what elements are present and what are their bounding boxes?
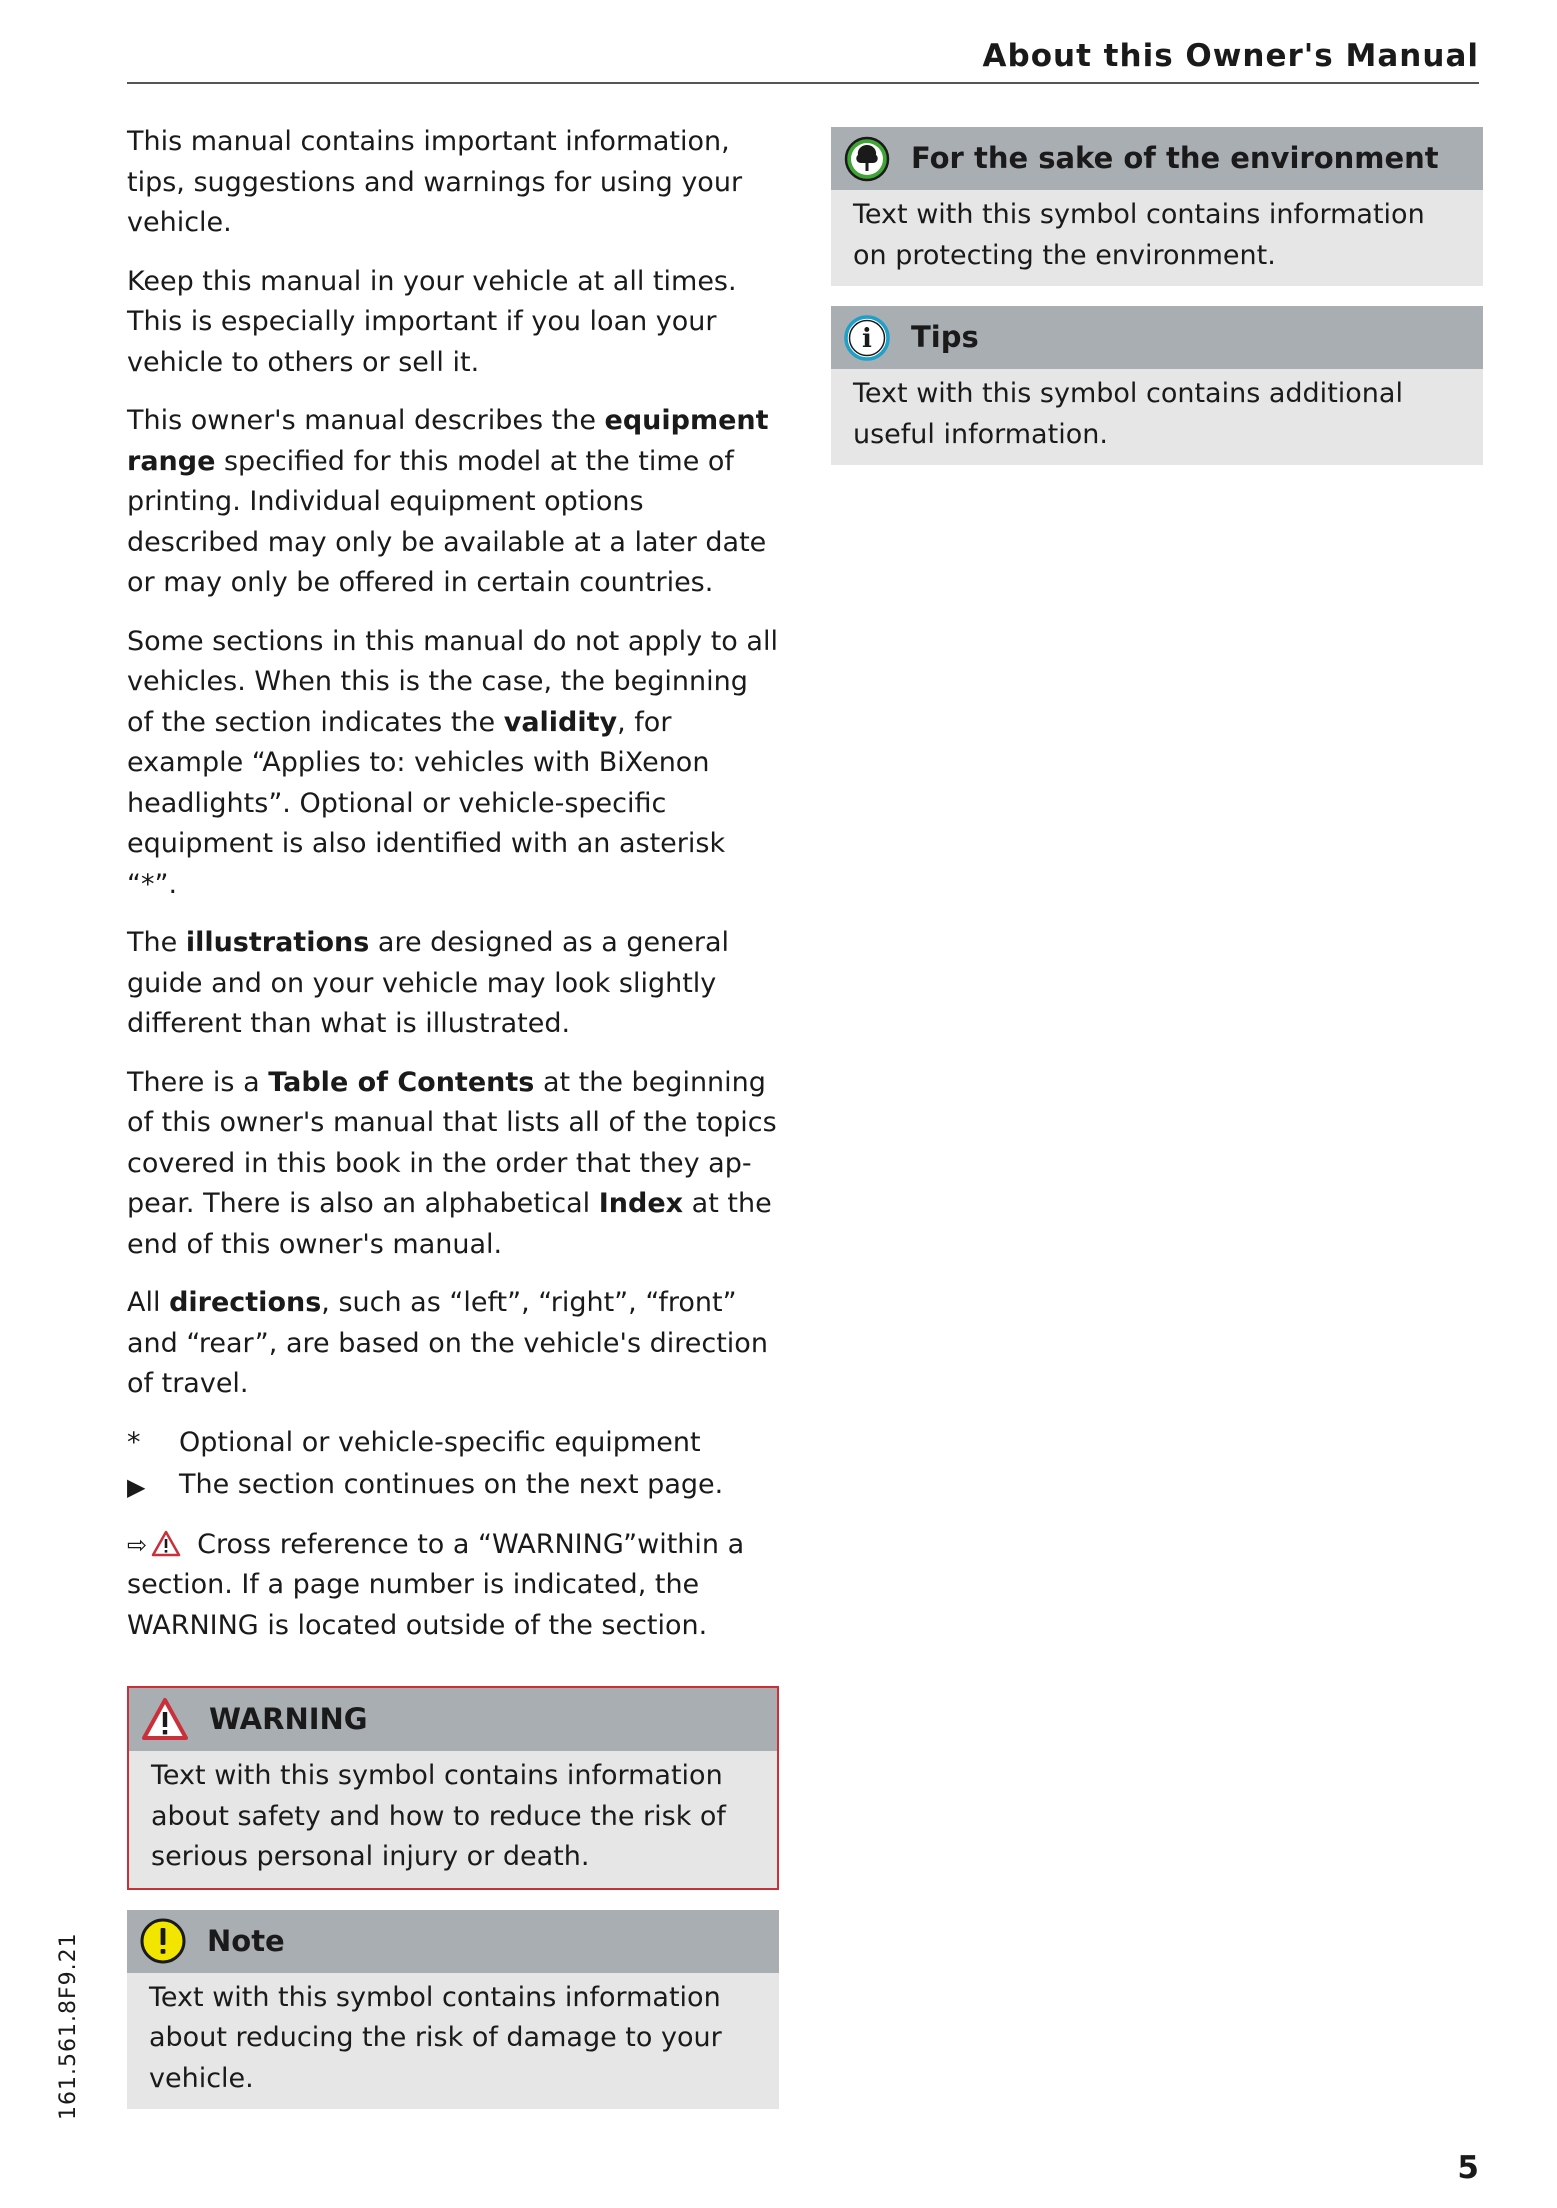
paragraph-illustrations: The illustrations are designed as a general guide and on your vehicle may look slightly different than what is illustrated. [127, 927, 730, 1039]
note-box-header [127, 1910, 779, 1973]
page-header-title: About this Owner's Manual [982, 38, 1479, 74]
tips-box-header [831, 306, 1483, 369]
paragraph-keep-manual: Keep this manual in your vehicle at all times. This is especially important if you loan your vehicle to others or sell it. [127, 265, 737, 378]
tips-box-title: Tips [911, 320, 979, 355]
paragraph-equipment: This owner's manual describes the equipment range specified for this model at the time of printing. Individual equipment options described may only be available at a later date or may only be offered in certain countries. [127, 405, 769, 598]
info-icon [843, 314, 891, 362]
paragraph-validity: Some sections in this manual do not apply to all vehicles. When this is the case, the beginning of the section indicates the validity, for example “Applies to: vehicles with BiXenon headlights”. Optional or vehicle-specific equipment is also identified with an asterisk “*”. [127, 625, 778, 900]
environment-box-title: For the sake of the environment [911, 141, 1439, 176]
paragraph-intro: This manual contains important information, tips, suggestions and warnings for using your vehicle. [127, 126, 743, 238]
triangle-play-icon: ▶ [127, 1472, 146, 1501]
symbol-legend [127, 1423, 779, 1507]
warning-box-body: Text with this symbol contains information about safety and how to reduce the risk of serious personal injury or death. [151, 1760, 726, 1872]
environment-box [831, 127, 1483, 286]
paragraph-directions: All directions, such as “left”, “right”, “front” and “rear”, are based on the vehicle's direction of travel. [127, 1287, 768, 1399]
info-icon-letter: i [862, 323, 872, 354]
legend-item [127, 1423, 779, 1465]
warning-box-title: WARNING [209, 1702, 368, 1737]
note-box-title: Note [207, 1923, 285, 1958]
warning-box [127, 1686, 779, 1890]
arrow-right-icon: ⇨ [127, 1530, 148, 1559]
asterisk-icon: * [127, 1426, 141, 1458]
note-box [127, 1910, 779, 2110]
paragraph-contents-index: There is a Table of Contents at the beginning of this owner's manual that lists all of the topics covered in this book in the order that they appear. There is also an alphabetical Index at the end of this owner's manual. [127, 1066, 777, 1260]
environment-box-header [831, 127, 1483, 190]
document-code: 161.561.8F9.21 [56, 1932, 81, 2120]
tips-box-body: Text with this symbol contains additional useful information. [853, 378, 1403, 450]
legend-text: The section continues on the next page. [179, 1468, 724, 1500]
warning-triangle-icon [151, 1530, 181, 1557]
environment-tree-icon [843, 135, 891, 183]
legend-item [127, 1465, 779, 1507]
tips-box [831, 306, 1483, 465]
right-column [831, 127, 1483, 485]
note-exclamation-icon [139, 1917, 187, 1965]
left-column [127, 122, 779, 2129]
cross-reference-text: Cross reference to a “WARNING”within a section. If a page number is indicated, the WARNING is located outside of the section. [127, 1528, 745, 1641]
cross-reference-note [127, 1525, 779, 1647]
environment-box-body: Text with this symbol contains information on protecting the environment. [853, 199, 1425, 271]
page-number: 5 [1457, 2150, 1479, 2186]
legend-text: Optional or vehicle-specific equipment [179, 1426, 701, 1458]
warning-triangle-icon [141, 1696, 189, 1744]
header-rule [127, 82, 1479, 84]
note-box-body: Text with this symbol contains information about reducing the risk of damage to your vehicle. [149, 1981, 722, 2094]
warning-box-header [129, 1688, 777, 1751]
